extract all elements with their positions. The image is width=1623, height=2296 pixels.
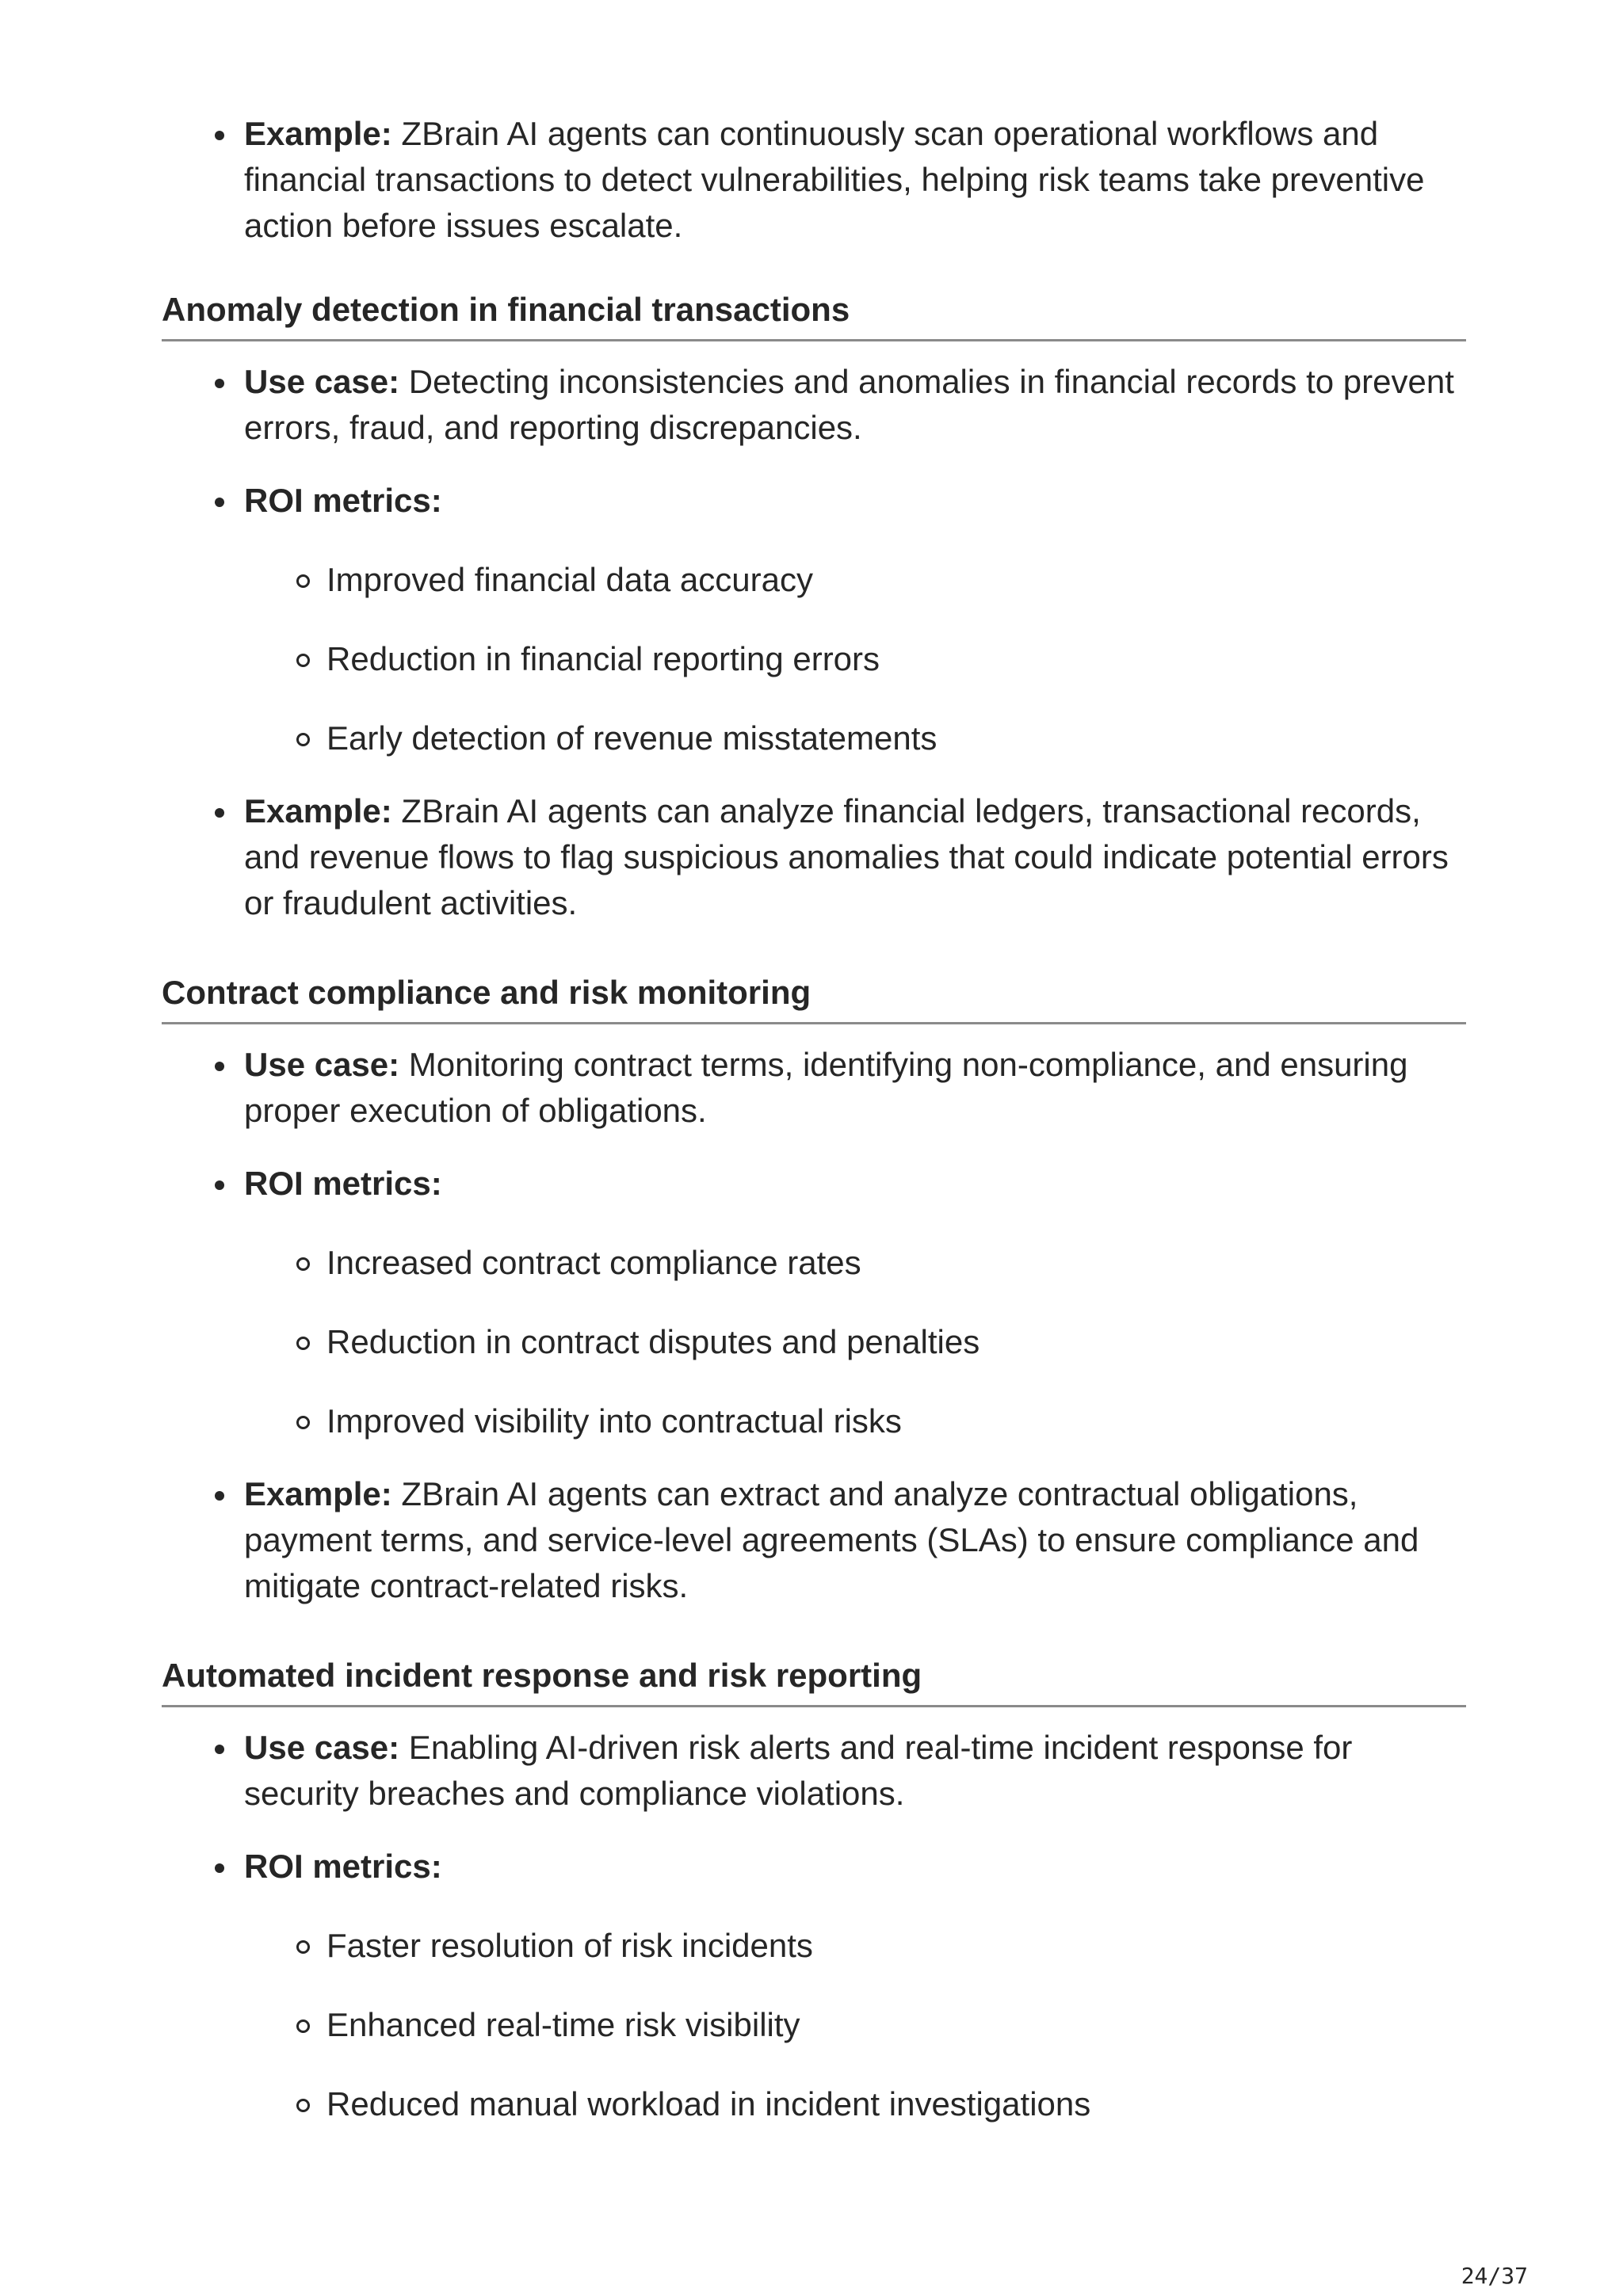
roi-metric: Reduction in financial reporting errors — [327, 636, 1466, 682]
intro-example-item — [244, 111, 1480, 249]
use-case-text: Enabling AI-driven risk alerts and real-time incident response for security breaches and compliance violations. — [244, 1729, 1353, 1812]
example-label: Example: — [244, 792, 392, 830]
section-incident-response — [162, 1656, 1466, 2127]
roi-metric: Reduction in contract disputes and penalties — [327, 1319, 1466, 1365]
use-case-item — [244, 1725, 1466, 1817]
example-item — [244, 788, 1466, 926]
roi-metrics-item — [244, 478, 1466, 761]
section-items — [162, 1042, 1466, 1609]
intro-list — [244, 111, 1480, 249]
section-items — [162, 1725, 1466, 2127]
roi-metrics-label: ROI metrics: — [244, 1848, 442, 1885]
section-items — [162, 359, 1466, 926]
example-item — [244, 1471, 1466, 1609]
example-label: Example: — [244, 1475, 392, 1512]
roi-metrics-item — [244, 1844, 1466, 2127]
use-case-item — [244, 359, 1466, 451]
section-anomaly-detection — [162, 290, 1466, 926]
roi-metric: Improved financial data accuracy — [327, 557, 1466, 603]
page-number: 24/37 — [1461, 2263, 1528, 2289]
roi-metrics-item — [244, 1161, 1466, 1444]
roi-metrics-list — [244, 1240, 1466, 1444]
roi-metric: Enhanced real-time risk visibility — [327, 2002, 1466, 2048]
roi-metrics-label: ROI metrics: — [244, 482, 442, 519]
roi-metrics-label: ROI metrics: — [244, 1165, 442, 1202]
section-contract-compliance — [162, 973, 1466, 1609]
example-label: Example: — [244, 115, 392, 152]
use-case-label: Use case: — [244, 363, 400, 400]
section-title: Automated incident response and risk reporting — [162, 1656, 1466, 1707]
use-case-label: Use case: — [244, 1046, 400, 1083]
example-text: ZBrain AI agents can extract and analyze contractual obligations, payment terms, and service-level agreements (SLAs) to ensure compliance and mitigate contract-related risks. — [244, 1475, 1419, 1604]
section-title: Anomaly detection in financial transactions — [162, 290, 1466, 341]
use-case-text: Monitoring contract terms, identifying non-compliance, and ensuring proper execution of obligations. — [244, 1046, 1408, 1129]
example-text: ZBrain AI agents can analyze financial ledgers, transactional records, and revenue flows to flag suspicious anomalies that could indicate potential errors or fraudulent activities. — [244, 792, 1449, 921]
use-case-label: Use case: — [244, 1729, 400, 1766]
roi-metric: Increased contract compliance rates — [327, 1240, 1466, 1286]
roi-metric: Reduced manual workload in incident investigations — [327, 2081, 1466, 2127]
roi-metric: Early detection of revenue misstatements — [327, 715, 1466, 761]
roi-metric: Faster resolution of risk incidents — [327, 1923, 1466, 1969]
example-text: ZBrain AI agents can continuously scan operational workflows and financial transactions to detect vulnerabilities, helping risk teams take preventive action before issues escalate. — [244, 115, 1425, 244]
section-title: Contract compliance and risk monitoring — [162, 973, 1466, 1024]
roi-metrics-list — [244, 1923, 1466, 2127]
roi-metric: Improved visibility into contractual risks — [327, 1398, 1466, 1444]
roi-metrics-list — [244, 557, 1466, 761]
use-case-item — [244, 1042, 1466, 1134]
use-case-text: Detecting inconsistencies and anomalies in financial records to prevent errors, fraud, and reporting discrepancies. — [244, 363, 1454, 446]
